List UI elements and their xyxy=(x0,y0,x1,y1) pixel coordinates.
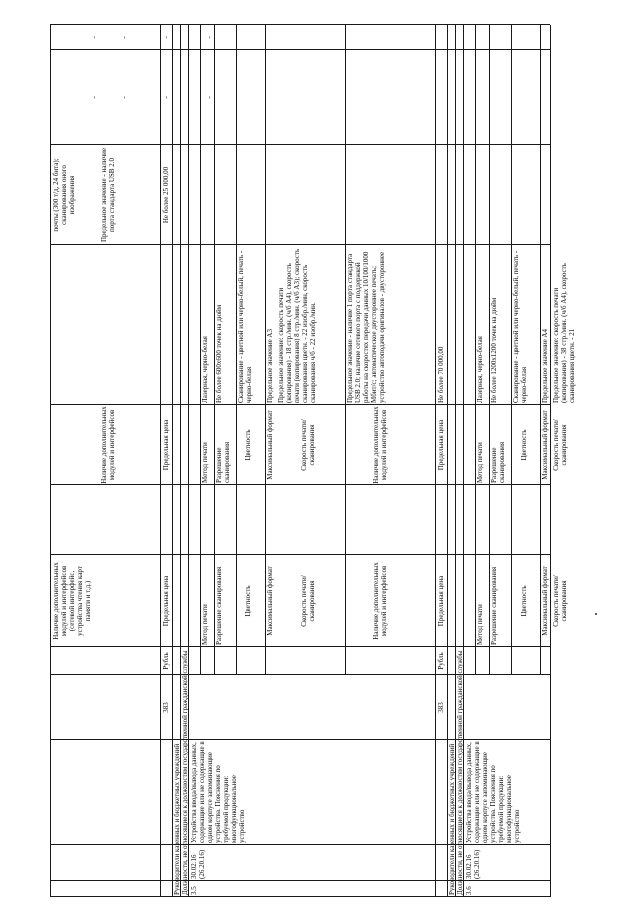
dash: - xyxy=(205,36,213,39)
col-line xyxy=(50,896,550,897)
char-ind-format: Максимальный формат xyxy=(541,410,549,480)
okpd-code: 30.02.16 (26.20.16) xyxy=(465,849,481,879)
heading-managers: Руководители казенных и бюджетных учреждений xyxy=(448,743,456,895)
char-ind-color: Цветность xyxy=(520,429,528,461)
prev-requirement-1: почты (300 т/д, 24 бита); сканирования оного изображения xyxy=(52,158,76,232)
characteristic-price-indicator: Предельная цена xyxy=(162,419,170,471)
char-method: Метод печати xyxy=(201,604,209,645)
value-color: Сканирование - цветной или черно-белый, печать - черно-белая xyxy=(237,250,253,403)
char-resolution: Разрешение сканирования xyxy=(490,566,498,645)
value-price: Не более 70 000,00 xyxy=(437,346,445,403)
value-price: Не более 25 000,00 xyxy=(162,166,170,224)
dash: - xyxy=(205,96,213,99)
row-line xyxy=(50,25,51,897)
char-ind-method: Метод печати xyxy=(201,442,209,483)
dash: - xyxy=(90,96,98,99)
char-format: Максимальный формат xyxy=(541,566,549,636)
value-resolution: Не более 1200x1200 точек на дюйм xyxy=(490,297,498,403)
row-line xyxy=(550,25,551,897)
heading-managers: Руководители казенных и бюджетных учреждений xyxy=(173,743,181,895)
char-interfaces: Наличие дополнительных модулей и интерфейсов xyxy=(372,562,388,640)
dash: - xyxy=(120,36,128,39)
product-name: Устройства ввода/вывода данных, содержащие или не содержащие в одном корпусе запоминающие устройства. Пояснения по требуемой продукции: многофункциональное устройство xyxy=(190,741,246,843)
row-number: 3.5 xyxy=(190,886,198,895)
char-color: Цветность xyxy=(520,585,528,617)
characteristic-interfaces: Наличие дополнительных модулей и интерфейсов (сетевой интерфейс, устройства чтения карт памяти и т.д.) xyxy=(52,562,92,640)
char-ind-speed: Скорость печати/сканирования xyxy=(552,419,568,471)
unit-code: 383 xyxy=(437,702,445,713)
char-resolution: Разрешение сканирования xyxy=(215,566,223,645)
char-ind-resolution: Разрешение сканирования xyxy=(490,441,506,483)
dash: - xyxy=(120,96,128,99)
value-method: Лазерная, черно-белая xyxy=(476,336,484,403)
dash: - xyxy=(90,36,98,39)
char-ind-format: Максимальный формат xyxy=(266,410,274,480)
row-line xyxy=(435,25,436,897)
value-color: Сканирование - цветной или черно-белый, печать - черно-белая xyxy=(512,250,528,403)
heading-positions: Должности, не относящиеся к должностям государственной гражданской службы xyxy=(181,650,189,895)
value-resolution: Не более 600x600 точек на дюйм xyxy=(215,304,223,403)
col-line xyxy=(50,739,550,740)
scan-speck xyxy=(595,613,597,615)
row-line xyxy=(160,25,161,897)
char-ind-interfaces: Наличие дополнительных модулей и интерфейсов xyxy=(372,406,388,484)
dash: - xyxy=(162,96,170,99)
char-speed: Скорость печати/сканирования xyxy=(552,575,568,627)
value-interfaces: Предельное значение - наличие 1 порта стандарта USB 2.0; наличие сетевого порта с поддержкой работы на скоростях передачи данных 10/100/1000 Мбит/с; автоматическое двустороннее печать; устройство автоподачи оригиналов - двустороннее xyxy=(346,251,386,403)
dash: - xyxy=(162,36,170,39)
value-speed: Предельное значение: скорость печати (копирования) - 38 стр./мин. (ч/б А4), скорость сканирования цветн. - 21 xyxy=(552,263,576,403)
value-speed: Предельное значение: скорость печати (копирования) - 18 стр./мин. (ч/б А4), скорость печати (копирования) 8 стр./мин. (ч/б А3); скорость сканирования цветн. - 22 изобр./мин, скорость сканирования ч/б - 22 изобр./мин. xyxy=(277,248,317,403)
prev-requirement-2: Предельное значение - наличие порта стандарта USB 2.0 xyxy=(100,147,116,243)
value-format: Предельное значение А3 xyxy=(266,329,274,403)
characteristic-interfaces-indicator: Наличие дополнительных модулей и интерфейсов xyxy=(100,406,116,484)
value-method: Лазерная, черно-белая xyxy=(201,336,209,403)
char-ind-color: Цветность xyxy=(244,429,252,461)
char-price: Предельная цена xyxy=(437,575,445,627)
value-format: Предельное значение А4 xyxy=(541,329,549,403)
unit-name: Рубль xyxy=(437,652,445,670)
char-ind-method: Метод печати xyxy=(476,442,484,483)
char-format: Максимальный формат xyxy=(266,566,274,636)
product-name: Устройства ввода/вывода данных, содержащие или не содержащие в одном корпусе запоминающие устройства. Пояснения по требуемой продукции: многофункциональное устройство xyxy=(465,741,521,843)
char-ind-resolution: Разрешение сканирования xyxy=(215,441,231,483)
char-speed: Скорость печати/сканирования xyxy=(300,575,316,627)
char-color: Цветность xyxy=(244,585,252,617)
unit-code: 383 xyxy=(162,702,170,713)
char-ind-price: Предельная цена xyxy=(437,419,445,471)
row-number: 3.6 xyxy=(465,886,473,895)
unit-name: Рубль xyxy=(162,652,170,670)
okpd-code: 30.02.16 (26.20.16) xyxy=(190,849,206,879)
char-ind-speed: Скорость печати/сканирования xyxy=(300,419,316,471)
char-method: Метод печати xyxy=(476,604,484,645)
characteristic-price: Предельная цена xyxy=(162,575,170,627)
heading-positions: Должности, не относящиеся к должностям государственной гражданской службы xyxy=(456,650,464,895)
col-line xyxy=(50,880,550,881)
